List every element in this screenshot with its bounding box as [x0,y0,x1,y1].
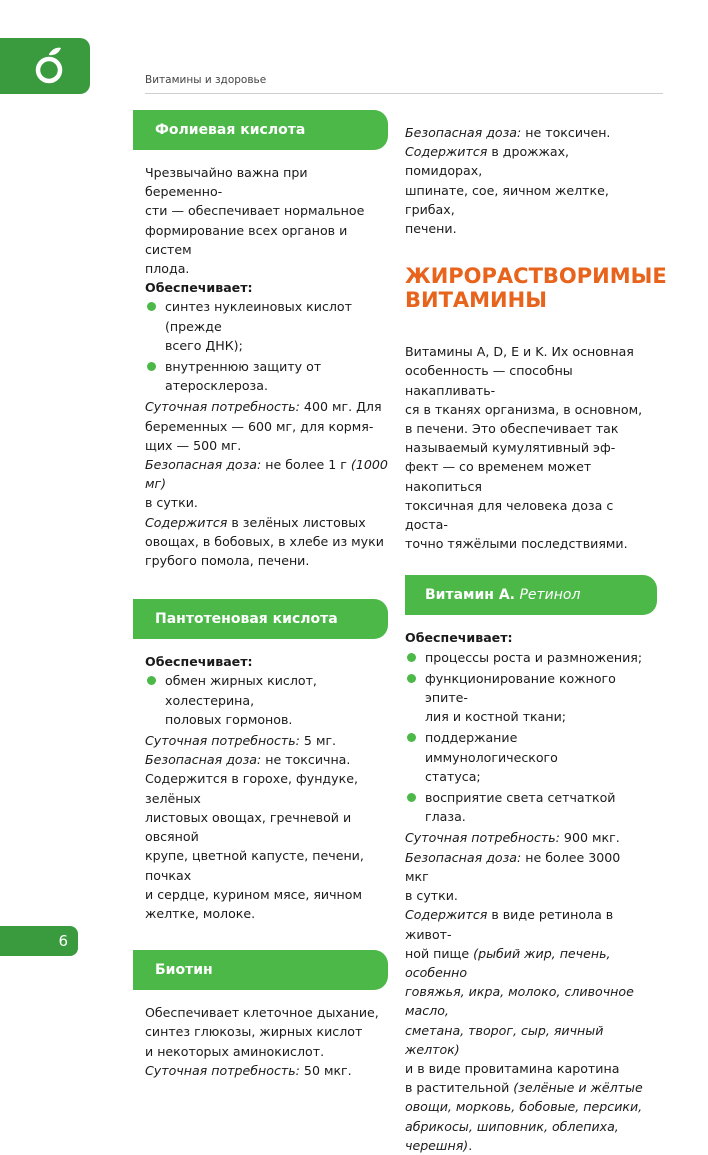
logo-tab [0,38,90,94]
biotin-contains-3: печени. [405,221,457,237]
biotin-contains-2: шпинате, сое, яичном желтке, грибах, [405,182,609,217]
folic-provides-label: Обеспечивает: [145,280,253,296]
fat-soluble-line-7: токсичная для человека доза с доста- [405,497,614,533]
folic-bullet-list [145,297,388,395]
biotin-line-3: и некоторых аминокислот. [145,1043,325,1059]
apple-logo-icon [34,44,64,86]
panto-contains-2: листовых овощах, гречневой и овсяной [145,809,352,845]
biotin-contains: Содержится в дрожжах, помидорах, [405,144,570,179]
section-heading-biotin: Биотин [133,950,388,990]
section-heading-vitamin-a: Витамин А. Ретинол [405,575,657,615]
folic-intro-2: сти — обеспечивает нормальное [145,203,365,219]
folic-intro-1: Чрезвычайно важна при беременно- [145,165,308,200]
list-item: синтез нуклеиновых кислот (прежде всего ДНК); [145,297,388,355]
left-column [145,110,388,1080]
vita-contains-8: абрикосы, шиповник, облепиха, [405,1118,619,1134]
list-item: обмен жирных кислот, холестерина, половых гормонов. [145,671,388,729]
folic-contains: Содержится в зелёных листовых [145,514,366,530]
panto-daily: Суточная потребность: 5 мг. [145,733,337,749]
section-heading-folic-acid: Фолиевая кислота [133,110,388,150]
running-head: Витамины и здоровье [145,74,267,86]
list-item: процессы роста и размножения; [405,648,648,667]
folic-daily-3: щих — 500 мг. [145,437,242,453]
biotin-daily: Суточная потребность: 50 мкг. [145,1062,352,1078]
list-item: функционирование кожного эпите- лия и костной ткани; [405,669,648,727]
biotin-line-2: синтез глюкозы, жирных кислот [145,1024,363,1040]
folic-safe: Безопасная доза: не более 1 г (1000 мг) [145,457,388,492]
fat-soluble-line-2: особенность — способны накапливать- [405,363,573,398]
biotin-line-1: Обеспечивает клеточное дыхание, [145,1005,379,1021]
biotin-safe: Безопасная доза: не токсичен. [405,125,611,140]
vita-provides-label: Обеспечивает: [405,630,513,646]
folic-daily: Суточная потребность: 400 мг. Для [145,399,382,415]
panto-safe: Безопасная доза: не токсична. [145,752,351,768]
fat-soluble-line-8: точно тяжёлыми последствиями. [405,536,628,552]
fat-soluble-line-1: Витамины A, D, E и K. Их основная [405,344,634,360]
fat-soluble-line-3: ся в тканях организма, в основном, [405,401,643,417]
vita-contains-9: черешня). [405,1137,473,1153]
vita-contains-6: в растительной (зелёные и жёлтые [405,1080,643,1096]
panto-provides-label: Обеспечивает: [145,654,253,670]
vita-safe: Безопасная доза: не более 3000 мкг [405,849,621,884]
page-number: 6 [0,926,78,956]
section-heading-pantothenic-acid: Пантотеновая кислота [133,599,388,639]
vita-contains-4: сметана, творог, сыр, яичный желток) [405,1022,604,1057]
folic-contains-2: овощах, в бобовых, в хлебе из муки [145,533,384,549]
vita-bullet-list [405,648,648,827]
panto-contains-3: крупе, цветной капусте, печени, почках [145,848,364,883]
vita-contains-1: Содержится в виде ретинола в живот- [405,907,614,942]
panto-contains-5: желтке, молоке. [145,905,256,921]
panto-contains-1: Содержится в горохе, фундуке, зелёных [145,771,358,806]
list-item: внутреннюю защиту от атеросклероза. [145,357,388,395]
vita-contains-5: и в виде провитамина каротина [405,1060,620,1076]
fat-soluble-line-5: называемый кумулятивный эф- [405,440,616,456]
fat-soluble-line-6: фект — со временем может накопиться [405,459,592,494]
panto-bullet-list [145,671,388,729]
right-column [405,110,667,1155]
folic-daily-2: беременных — 600 мг, для кормя- [145,418,374,434]
fat-soluble-title: ЖИРОРАСТВОРИМЫЕ ВИТАМИНЫ [405,264,667,313]
vita-contains-7: овощи, морковь, бобовые, персики, [405,1099,643,1115]
folic-safe-2: в сутки. [145,495,198,511]
list-item: поддержание иммунологического статуса; [405,728,648,786]
folic-intro-3: формирование всех органов и систем [145,222,348,257]
list-item: восприятие света сетчаткой глаза. [405,788,648,826]
vita-safe-2: в сутки. [405,888,458,904]
folic-intro-4: плода. [145,261,190,277]
folic-contains-3: грубого помола, печени. [145,553,310,569]
header-divider [145,93,663,94]
vita-daily: Суточная потребность: 900 мкг. [405,830,620,846]
vita-contains-2: ной пище (рыбий жир, печень, особенно [405,945,611,980]
fat-soluble-line-4: в печени. Это обеспечивает так [405,421,619,437]
panto-contains-4: и сердце, курином мясе, яичном [145,886,362,902]
vita-contains-3: говяжья, икра, молоко, сливочное масло, [405,984,634,1019]
